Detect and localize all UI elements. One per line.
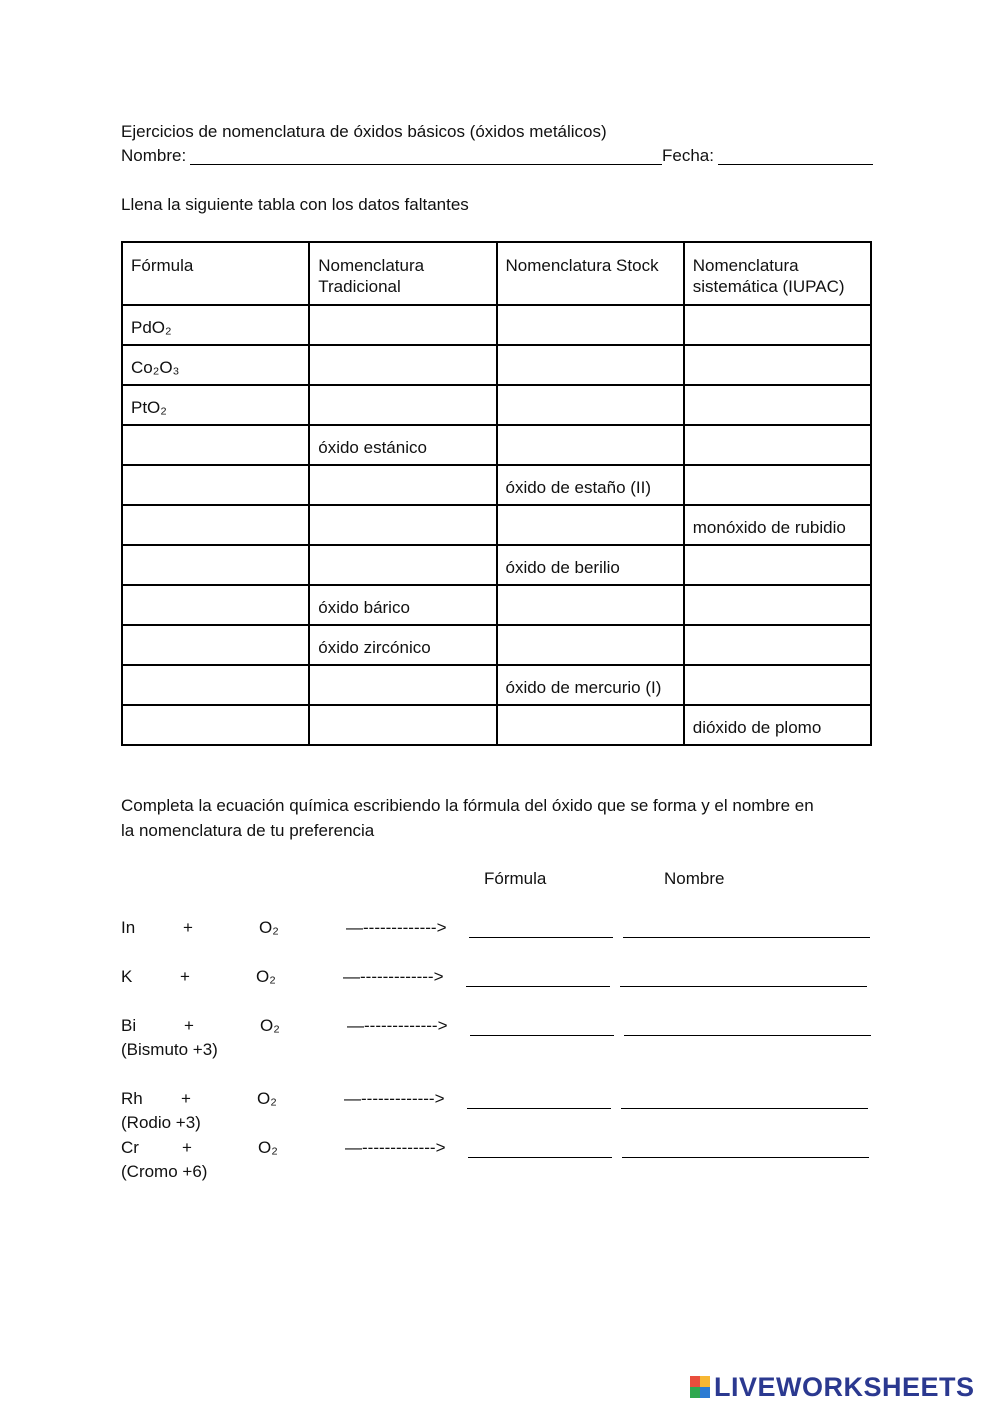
table-header-row [122, 242, 871, 305]
reactant-element: K [121, 967, 133, 986]
reaction-arrow: —-------------> [344, 1089, 445, 1108]
name-field[interactable] [190, 164, 662, 165]
traditional-cell[interactable] [309, 505, 496, 545]
formula-cell: PdO₂ [122, 305, 309, 345]
oxide-formula-blank[interactable] [468, 1157, 612, 1158]
stock-cell[interactable] [497, 705, 684, 745]
stock-cell[interactable] [497, 345, 684, 385]
reactant-element: Rh [121, 1089, 143, 1108]
formula-cell[interactable] [122, 465, 309, 505]
nomenclature-table [121, 241, 872, 746]
logo-square [690, 1376, 700, 1387]
stock-cell[interactable] [497, 425, 684, 465]
equation-instruction-line2: la nomenclatura de tu preferencia [121, 821, 375, 840]
liveworksheets-logo-icon [690, 1376, 710, 1398]
column-header-stock: Nomenclatura Stock [497, 242, 684, 305]
plus-sign: + [182, 1138, 192, 1157]
stock-cell[interactable] [497, 625, 684, 665]
iupac-cell[interactable] [684, 465, 871, 505]
reactant-element: In [121, 918, 136, 937]
reaction-arrow: —-------------> [346, 918, 447, 937]
table-row [122, 425, 871, 465]
oxygen-reactant: O₂ [258, 1138, 278, 1157]
date-field[interactable] [718, 164, 873, 165]
formula-cell: Co₂O₃ [122, 345, 309, 385]
stock-cell[interactable] [497, 305, 684, 345]
liveworksheets-logo [690, 1371, 975, 1402]
table-row [122, 465, 871, 505]
plus-sign: + [183, 918, 193, 937]
oxide-formula-blank[interactable] [469, 937, 613, 938]
stock-cell: óxido de mercurio (I) [497, 665, 684, 705]
formula-cell[interactable] [122, 585, 309, 625]
table-instruction: Llena la siguiente tabla con los datos faltantes [121, 195, 469, 214]
table-row [122, 665, 871, 705]
column-header-traditional: Nomenclatura Tradicional [309, 242, 496, 305]
column-header-formula: Fórmula [122, 242, 309, 305]
iupac-cell[interactable] [684, 625, 871, 665]
traditional-cell[interactable] [309, 305, 496, 345]
reaction-arrow: —-------------> [343, 967, 444, 986]
logo-square [700, 1387, 710, 1398]
oxygen-reactant: O₂ [256, 967, 276, 986]
reactant-element: Bi [121, 1016, 137, 1035]
oxide-name-blank[interactable] [620, 986, 867, 987]
traditional-cell: óxido bárico [309, 585, 496, 625]
stock-cell[interactable] [497, 385, 684, 425]
traditional-cell: óxido zircónico [309, 625, 496, 665]
formula-cell[interactable] [122, 545, 309, 585]
oxide-formula-blank[interactable] [470, 1035, 614, 1036]
oxygen-reactant: O₂ [260, 1016, 280, 1035]
traditional-cell[interactable] [309, 545, 496, 585]
plus-sign: + [184, 1016, 194, 1035]
formula-cell[interactable] [122, 705, 309, 745]
reaction-arrow: —-------------> [347, 1016, 448, 1035]
iupac-cell[interactable] [684, 665, 871, 705]
iupac-cell[interactable] [684, 545, 871, 585]
traditional-cell[interactable] [309, 665, 496, 705]
traditional-cell[interactable] [309, 345, 496, 385]
oxide-name-blank[interactable] [622, 1157, 869, 1158]
oxidation-state-note: (Cromo +6) [121, 1162, 208, 1181]
oxidation-state-note: (Bismuto +3) [121, 1040, 218, 1059]
traditional-cell[interactable] [309, 705, 496, 745]
oxidation-state-note: (Rodio +3) [121, 1113, 201, 1132]
table-row [122, 585, 871, 625]
traditional-cell[interactable] [309, 465, 496, 505]
liveworksheets-logo-text: LIVEWORKSHEETS [714, 1371, 975, 1402]
formula-cell: PtO₂ [122, 385, 309, 425]
table-row [122, 705, 871, 745]
plus-sign: + [180, 967, 190, 986]
table-row [122, 345, 871, 385]
logo-square [690, 1387, 700, 1398]
oxygen-reactant: O₂ [259, 918, 279, 937]
reaction-arrow: —-------------> [345, 1138, 446, 1157]
name-column-label: Nombre [664, 869, 725, 888]
stock-cell: óxido de berilio [497, 545, 684, 585]
table-row [122, 625, 871, 665]
name-label: Nombre: [121, 146, 187, 165]
formula-cell[interactable] [122, 625, 309, 665]
table-row [122, 305, 871, 345]
formula-cell[interactable] [122, 665, 309, 705]
stock-cell[interactable] [497, 505, 684, 545]
worksheet-title: Ejercicios de nomenclatura de óxidos básicos (óxidos metálicos) [121, 122, 607, 141]
oxide-formula-blank[interactable] [466, 986, 610, 987]
reactant-element: Cr [121, 1138, 139, 1157]
table-row [122, 385, 871, 425]
oxide-formula-blank[interactable] [467, 1108, 611, 1109]
stock-cell: óxido de estaño (II) [497, 465, 684, 505]
iupac-cell[interactable] [684, 585, 871, 625]
oxide-name-blank[interactable] [621, 1108, 868, 1109]
iupac-cell[interactable] [684, 425, 871, 465]
column-header-iupac: Nomenclatura sistemática (IUPAC) [684, 242, 871, 305]
formula-cell[interactable] [122, 505, 309, 545]
equation-instruction-line1: Completa la ecuación química escribiendo la fórmula del óxido que se forma y el nombre en [121, 796, 814, 815]
iupac-cell: monóxido de rubidio [684, 505, 871, 545]
formula-cell[interactable] [122, 425, 309, 465]
table-row [122, 545, 871, 585]
traditional-cell: óxido estánico [309, 425, 496, 465]
oxide-name-blank[interactable] [624, 1035, 871, 1036]
oxide-name-blank[interactable] [623, 937, 870, 938]
stock-cell[interactable] [497, 585, 684, 625]
iupac-cell[interactable] [684, 385, 871, 425]
traditional-cell[interactable] [309, 385, 496, 425]
iupac-cell: dióxido de plomo [684, 705, 871, 745]
plus-sign: + [181, 1089, 191, 1108]
formula-column-label: Fórmula [484, 869, 547, 888]
iupac-cell[interactable] [684, 305, 871, 345]
oxygen-reactant: O₂ [257, 1089, 277, 1108]
table-row [122, 505, 871, 545]
iupac-cell[interactable] [684, 345, 871, 385]
date-label: Fecha: [662, 146, 714, 165]
logo-square [700, 1376, 710, 1387]
